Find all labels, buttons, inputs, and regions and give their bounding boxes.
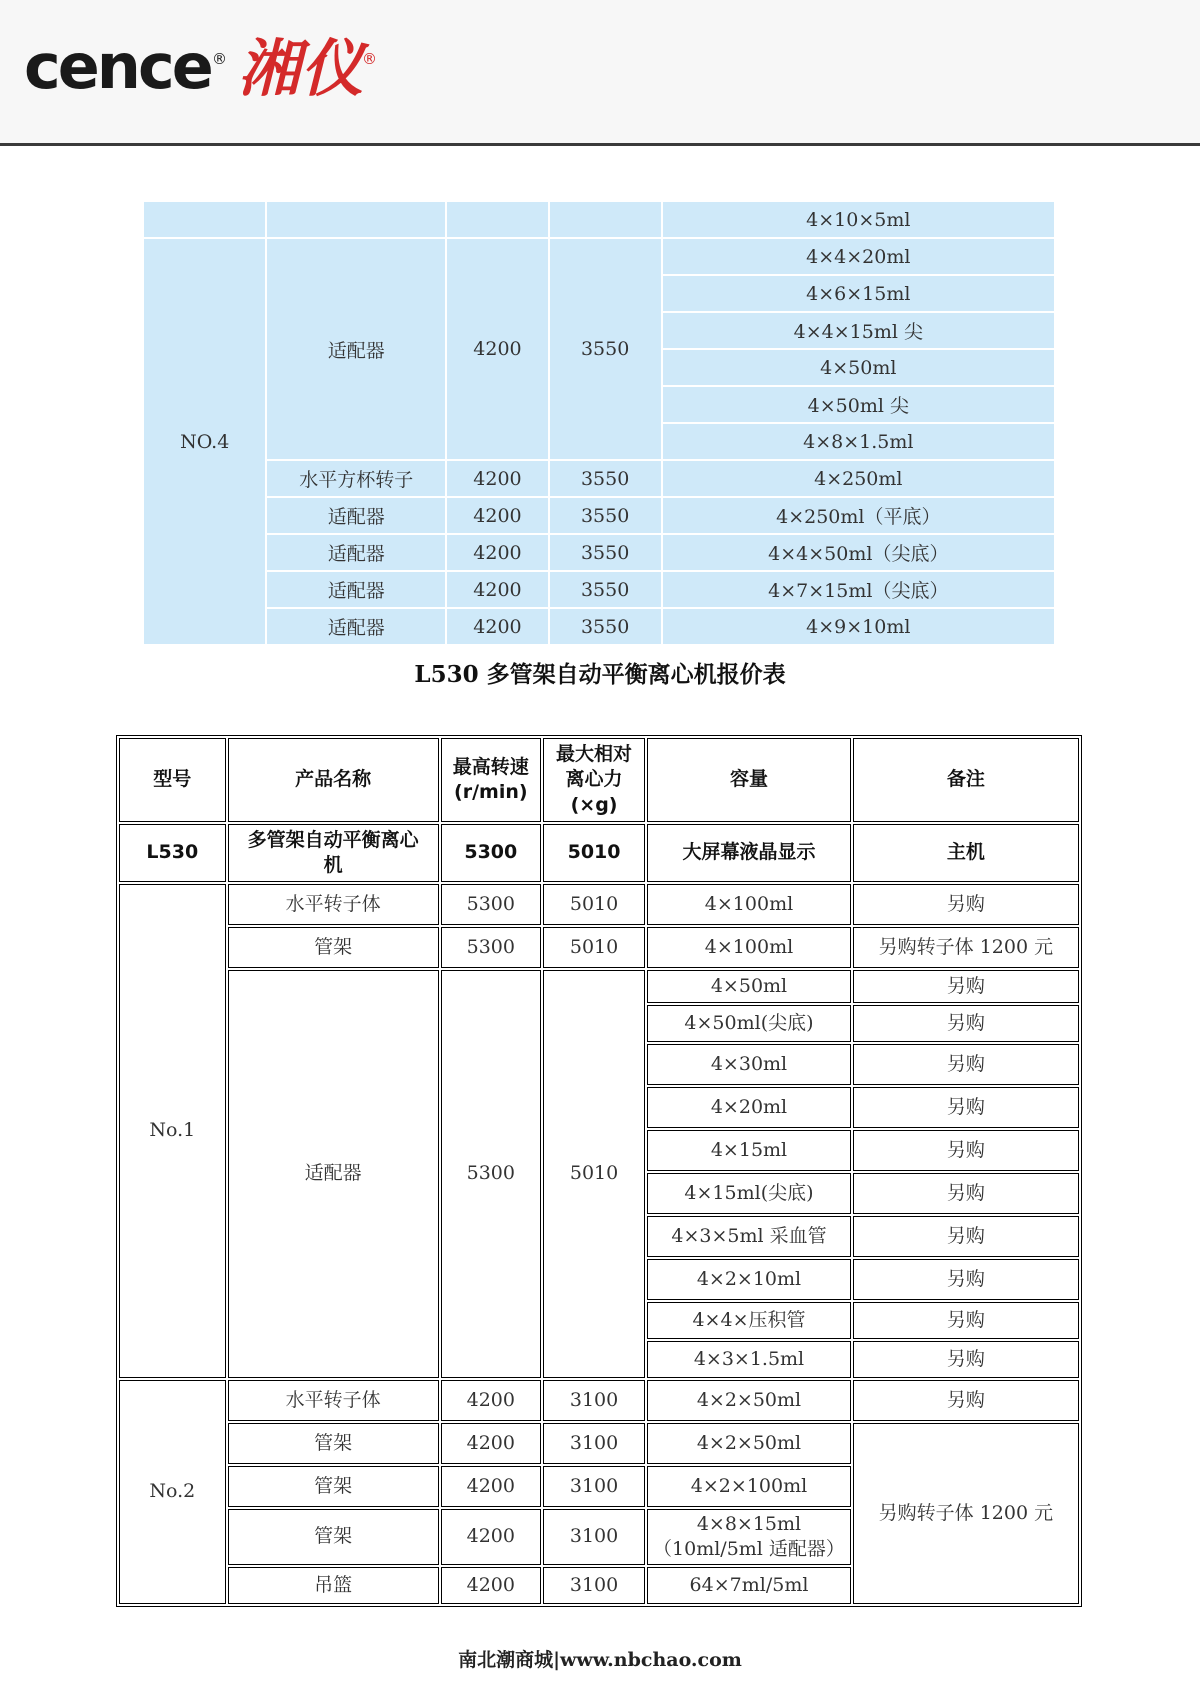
table-cell: 4×4×15ml 尖 xyxy=(663,313,1054,348)
table-cell: 4200 xyxy=(447,461,547,496)
table-cell: 另购 xyxy=(853,1044,1079,1085)
table-cell: 3550 xyxy=(550,461,661,496)
table-cell: 3550 xyxy=(550,498,661,533)
table-cell: 另购 xyxy=(853,1341,1079,1378)
table-cell: 适配器 xyxy=(267,572,445,607)
table-cell: 4×30ml xyxy=(647,1044,851,1085)
table-row xyxy=(144,498,1054,533)
table-cell: 另购 xyxy=(853,1130,1079,1171)
table-cell: 4×2×10ml xyxy=(647,1259,851,1300)
table-cell: 4200 xyxy=(441,1509,541,1565)
registered-mark-icon: ® xyxy=(362,50,377,68)
table-cell: 4×4×50ml（尖底） xyxy=(663,535,1054,570)
table-cell: 另购 xyxy=(853,884,1079,925)
table-row xyxy=(119,884,1079,925)
table-cell: 4200 xyxy=(447,535,547,570)
table-row xyxy=(119,1423,1079,1464)
table-cell: 4×250ml xyxy=(663,461,1054,496)
table-cell: 4200 xyxy=(447,572,547,607)
table-cell: 3100 xyxy=(543,1423,645,1464)
table-cell: 主机 xyxy=(853,824,1079,882)
table-cell: 4×2×50ml xyxy=(647,1423,851,1464)
table-cell: 5010 xyxy=(543,970,645,1378)
table-cell: 管架 xyxy=(228,1423,439,1464)
table-cell: 多管架自动平衡离心 机 xyxy=(228,824,439,882)
table-cell: 4200 xyxy=(447,498,547,533)
cence-logo: cence xyxy=(24,30,211,103)
table-cell: 4×8×15ml （10ml/5ml 适配器） xyxy=(647,1509,851,1565)
table-cell: 4×2×100ml xyxy=(647,1466,851,1507)
table-cell: 5010 xyxy=(543,884,645,925)
table-cell: 另购 xyxy=(853,1173,1079,1214)
table-cell: 5300 xyxy=(441,970,541,1378)
table-cell: 另购 xyxy=(853,1216,1079,1257)
table-cell: 最高转速 (r/min) xyxy=(441,738,541,822)
table-cell: 另购 xyxy=(853,1302,1079,1339)
table-cell xyxy=(447,202,547,237)
table-title: L530 多管架自动平衡离心机报价表 xyxy=(414,661,786,688)
table-cell: 4×10×5ml xyxy=(663,202,1054,237)
table-cell: 产品名称 xyxy=(228,738,439,822)
table-cell: 4×7×15ml（尖底） xyxy=(663,572,1054,607)
table-cell: 4×3×5ml 采血管 xyxy=(647,1216,851,1257)
table-cell: 3550 xyxy=(550,239,661,459)
table-cell xyxy=(267,202,445,237)
table-cell: 4200 xyxy=(447,239,547,459)
registered-mark-icon: ® xyxy=(212,50,227,68)
table-cell: 型号 xyxy=(119,738,226,822)
table-cell: 管架 xyxy=(228,1509,439,1565)
table-cell: 4×4×压积管 xyxy=(647,1302,851,1339)
table-row xyxy=(119,824,1079,882)
table-cell: 适配器 xyxy=(228,970,439,1378)
table-cell: 3550 xyxy=(550,609,661,644)
table-cell: 4×8×1.5ml xyxy=(663,424,1054,459)
table-cell: 4×250ml（平底） xyxy=(663,498,1054,533)
table-cell: 3100 xyxy=(543,1466,645,1507)
table-row xyxy=(144,461,1054,496)
table-cell: 4200 xyxy=(441,1567,541,1604)
table-cell: No.1 xyxy=(119,884,226,1378)
table-cell: 4×100ml xyxy=(647,884,851,925)
table-cell: 4200 xyxy=(441,1423,541,1464)
table-row xyxy=(119,738,1079,822)
table-row xyxy=(119,1380,1079,1421)
table-cell: 水平方杯转子 xyxy=(267,461,445,496)
table-cell: 另购转子体 1200 元 xyxy=(853,927,1079,968)
table-cell: 64×7ml/5ml xyxy=(647,1567,851,1604)
table-cell: 4×2×50ml xyxy=(647,1380,851,1421)
table-cell: 容量 xyxy=(647,738,851,822)
table-cell: 4×6×15ml xyxy=(663,276,1054,311)
table-cell: 5300 xyxy=(441,884,541,925)
table-cell: 3550 xyxy=(550,535,661,570)
table-cell: 4×9×10ml xyxy=(663,609,1054,644)
table-cell: 4×3×1.5ml xyxy=(647,1341,851,1378)
table-cell: 水平转子体 xyxy=(228,1380,439,1421)
table-cell: 4200 xyxy=(447,609,547,644)
table-cell: 3100 xyxy=(543,1509,645,1565)
table-cell: 适配器 xyxy=(267,609,445,644)
table-cell: 4200 xyxy=(441,1380,541,1421)
table-cell: 3100 xyxy=(543,1380,645,1421)
table-row xyxy=(144,535,1054,570)
l530-price-table xyxy=(116,735,1082,1607)
table-row xyxy=(144,572,1054,607)
table-cell: 5010 xyxy=(543,824,645,882)
table-cell: 3100 xyxy=(543,1567,645,1604)
table-cell: 3550 xyxy=(550,572,661,607)
table-cell: 4×50ml xyxy=(663,350,1054,385)
table-cell: 4×15ml xyxy=(647,1130,851,1171)
table-row xyxy=(119,970,1079,1003)
table-cell: 4×20ml xyxy=(647,1087,851,1128)
page-header xyxy=(0,0,1200,146)
table-cell: 4×100ml xyxy=(647,927,851,968)
table-cell: 另购 xyxy=(853,970,1079,1003)
table-cell: 适配器 xyxy=(267,498,445,533)
table-cell: 4×50ml 尖 xyxy=(663,387,1054,422)
table-row xyxy=(144,202,1054,237)
table-cell: 5300 xyxy=(441,824,541,882)
table-cell: No.2 xyxy=(119,1380,226,1604)
table-cell: 管架 xyxy=(228,927,439,968)
table-cell: 另购 xyxy=(853,1259,1079,1300)
table-cell: 另购 xyxy=(853,1005,1079,1042)
table-cell xyxy=(144,202,265,237)
table-cell: 适配器 xyxy=(267,535,445,570)
table-cell: 大屏幕液晶显示 xyxy=(647,824,851,882)
table-cell: 另购转子体 1200 元 xyxy=(853,1423,1079,1604)
no4-spec-table xyxy=(142,200,1056,646)
table-cell: 吊篮 xyxy=(228,1567,439,1604)
table-cell: 5300 xyxy=(441,927,541,968)
table-cell: 4×4×20ml xyxy=(663,239,1054,274)
table-cell: 水平转子体 xyxy=(228,884,439,925)
table-cell: L530 xyxy=(119,824,226,882)
footer: 南北潮商城|www.nbchao.com xyxy=(458,1649,742,1671)
table-cell: NO.4 xyxy=(144,239,265,644)
table-cell: 备注 xyxy=(853,738,1079,822)
xiangyi-logo: 湘仪 xyxy=(238,32,365,105)
table-cell: 适配器 xyxy=(267,239,445,459)
table-cell: 5010 xyxy=(543,927,645,968)
table-cell: 4200 xyxy=(441,1466,541,1507)
table-cell: 4×50ml xyxy=(647,970,851,1003)
table-cell: 4×15ml(尖底) xyxy=(647,1173,851,1214)
table-row xyxy=(119,927,1079,968)
table-cell xyxy=(550,202,661,237)
table-row xyxy=(144,609,1054,644)
table-cell: 另购 xyxy=(853,1087,1079,1128)
table-cell: 另购 xyxy=(853,1380,1079,1421)
table-cell: 最大相对 离心力 (×g) xyxy=(543,738,645,822)
table-cell: 4×50ml(尖底) xyxy=(647,1005,851,1042)
table-cell: 管架 xyxy=(228,1466,439,1507)
table-row xyxy=(144,239,1054,274)
